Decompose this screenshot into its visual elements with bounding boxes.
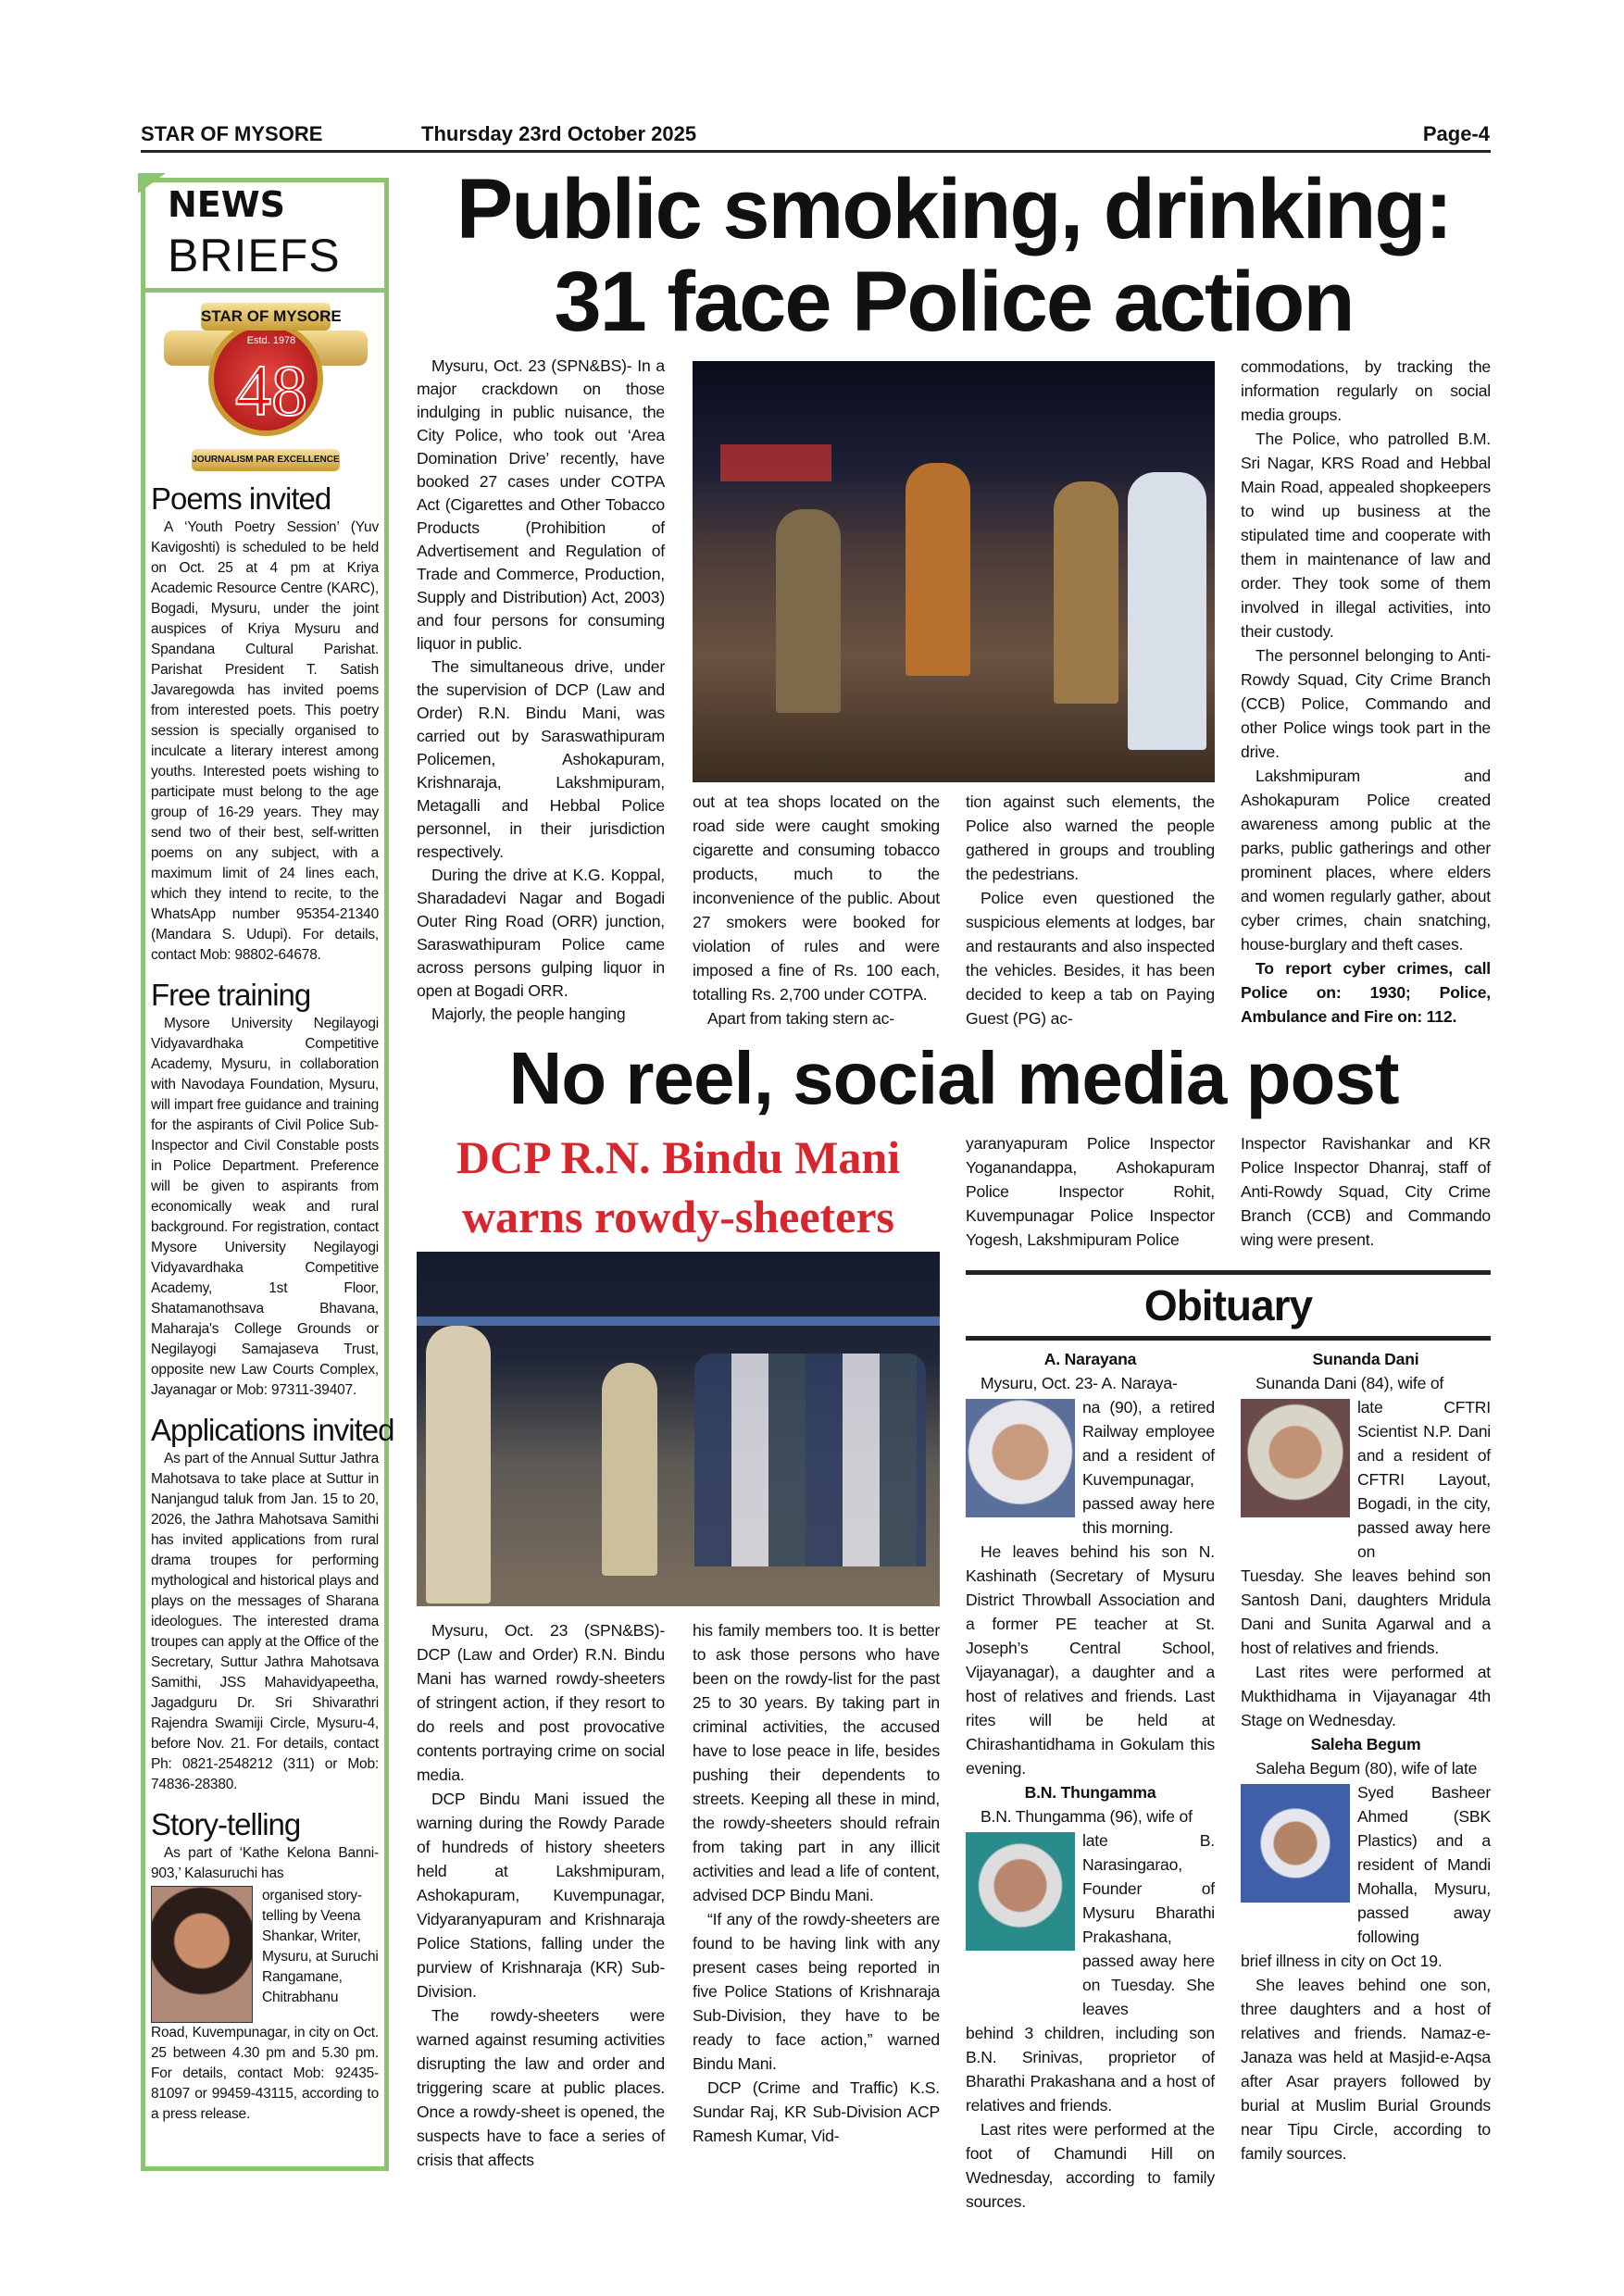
paragraph: Last rites were performed at the foot of Chamundi Hill on Wednesday, according to family sources. — [966, 2120, 1215, 2211]
paragraph: Sunanda Dani (84), wife of — [1255, 1374, 1444, 1392]
paragraph: DCP (Crime and Traffic) K.S. Sundar Raj, KR Sub-Division ACP Ramesh Kumar, Vid- — [693, 2078, 940, 2145]
paragraph: Apart from taking stern ac- — [707, 1009, 894, 1028]
paragraph: tion against such elements, the Police also warned the people gathered in groups and troubling the pedestrians. — [966, 792, 1215, 883]
paragraph: Mysuru, Oct. 23 (SPN&BS)- In a major crackdown on those indulging in public nuisance, the City Police, who took out ‘Area Domination Drive’ recently, have booked 27 cases under COTPA Act (Cigarettes and Other Tobacco Products (Prohibition of Advertisement and Regulation of Trade and Commerce, Production, Supply and Distribution) Act, 2003) and four persons for consuming liquor in public. — [417, 356, 665, 653]
story1-column-1 — [417, 355, 665, 1026]
paragraph: The personnel belonging to Anti-Rowdy Squad, City Crime Branch (CCB) Police, Commando and other Police wings took part in the drive. — [1241, 646, 1491, 761]
paragraph: na (90), a retired Railway employee and a resident of Kuvempunagar, passed away here this morning. — [1082, 1398, 1215, 1537]
paragraph: out at tea shops located on the road side were caught smoking cigarette and consuming tobacco products, much to the inconvenience of the public. About 27 smokers were booked for violation of rules and were imposed a fine of Rs. 100 each, totalling Rs. 2,700 under COTPA. — [693, 792, 940, 1004]
logo-banner-text: STAR OF MYSORE — [201, 303, 331, 331]
brief-heading: Applications invited — [151, 1413, 394, 1447]
obituary-column-2 — [1241, 1347, 1491, 2165]
paragraph: brief illness in city on Oct 19. — [1241, 1952, 1443, 1970]
photo-crowd — [694, 1354, 926, 1566]
brief-body: organised story-telling by Veena Shankar, Writer, Mysuru, at Suruchi Rangamane, Chitrabhanu — [262, 1888, 379, 2005]
paragraph: Majorly, the people hanging — [431, 1004, 626, 1023]
rowdy-parade-photo — [417, 1252, 940, 1606]
brief-heading: Story-telling — [151, 1807, 301, 1841]
subhead-line: warns rowdy-sheeters — [461, 1191, 895, 1242]
bn-thungamma-photo — [966, 1832, 1075, 1951]
headline-story1-line2: 31 face Police action — [554, 255, 1354, 349]
paragraph: Mysuru, Oct. 23 (SPN&BS)- DCP (Law and Order) R.N. Bindu Mani has warned rowdy-sheeters of stringent action, if they resort to do reels and post provocative contents portraying crime on social media. — [417, 1621, 665, 1784]
obituary-name: A. Narayana — [1043, 1350, 1137, 1368]
story2-column-3 — [966, 1131, 1215, 1252]
brief-body: Mysore University Negilayogi Vidyavardhaka Competitive Academy, Mysuru, in collaboration with Navodaya Foundation, Mysuru, will impart free guidance and training for the aspirants of Civil Police Sub-Inspector and Civil Constable posts in Police Department. Preference will be given to aspirants from economically weak and rural background. For registration, contact Mysore University Negilayogi Vidyavardhaka Competitive Academy, 1st Floor, Shatamanothsava Bhavana, Maharaja's College Grounds or Negilayogi Samajaseva Trust, opposite new Law Courts Complex, Jayanagar or Mob: 97311-39407. — [151, 1016, 379, 1398]
story2-column-1 — [417, 1618, 665, 2172]
story2-column-2 — [693, 1618, 940, 2148]
obituary-name: B.N. Thungamma — [1024, 1783, 1156, 1802]
brief-training — [151, 977, 379, 1401]
photo-figure — [602, 1363, 657, 1576]
obituary-name: Saleha Begum — [1310, 1735, 1421, 1753]
paragraph: Syed Basheer Ahmed (SBK Plastics) and a resident of Mandi Mohalla, Mysuru, passed away following — [1357, 1783, 1491, 1946]
paragraph: B.N. Thungamma (96), wife of — [981, 1807, 1193, 1826]
a-narayana-photo — [966, 1399, 1075, 1517]
obituary-column-1 — [966, 1347, 1215, 2214]
paragraph: The Police, who patrolled B.M. Sri Nagar, KRS Road and Hebbal Main Road, appealed shopkeepers to wind up business at the stipulated time and cooperate with them in maintenance of law and order. They took some of them involved in illegal activities, into their custody. — [1241, 430, 1491, 641]
paragraph: She leaves behind one son, three daughters and a host of relatives and friends. Namaz-e-Janaza was held at Masjid-e-Aqsa after Asar prayers followed by burial at Muslim Burial Grounds near Tipu Circle, according to family sources. — [1241, 1976, 1491, 2163]
header-rule — [141, 150, 1491, 153]
veena-shankar-photo — [151, 1886, 253, 2023]
story1-column-3 — [966, 790, 1215, 1030]
photo-figure — [906, 463, 970, 676]
anniversary-logo — [164, 303, 368, 479]
paragraph: yaranyapuram Police Inspector Yoganandappa, Ashokapuram Police Inspector Rohit, Kuvempunagar Police Inspector Yogesh, Lakshmipuram Police — [966, 1134, 1215, 1249]
logo-number: 48 — [235, 350, 307, 430]
paragraph: commodations, by tracking the information regularly on social media groups. — [1241, 357, 1491, 424]
briefs-list — [151, 480, 394, 2136]
paragraph: During the drive at K.G. Koppal, Sharadadevi Nagar and Bogadi Outer Ring Road (ORR) junction, Saraswathipuram Police came across persons gulping liquor in open at Bogadi ORR. — [417, 866, 665, 1000]
paragraph: Lakshmipuram and Ashokapuram Police created awareness among public at the parks, public gatherings and other prominent places, where elders and women regularly gather, about cyber crimes, chain snatching, house-burglary and theft cases. — [1241, 767, 1491, 954]
paragraph: Saleha Begum (80), wife of late — [1255, 1759, 1478, 1778]
paragraph: Tuesday. She leaves behind son Santosh Dani, daughters Mridula Dani and Sunita Agarwal and a host of relatives and friends. — [1241, 1566, 1491, 1657]
photo-figure — [776, 509, 841, 713]
paragraph: behind 3 children, including son B.N. Srinivas, proprietor of Bharathi Prakashana and a host of relatives and friends. — [966, 2024, 1215, 2115]
paragraph: “If any of the rowdy-sheeters are found to be having link with any present cases being reported in five Police Stations of Krishnaraja Sub-Division, they have to be ready to face action,” warned Bindu Mani. — [693, 1910, 940, 2073]
paragraph: Last rites were performed at Mukthidhama in Vijayanagar 4th Stage on Wednesday. — [1241, 1663, 1491, 1729]
paragraph: late CFTRI Scientist N.P. Dani and a resident of CFTRI Layout, Bogadi, in the city, passed away here on — [1357, 1398, 1491, 1561]
police-drive-photo — [693, 361, 1215, 782]
brief-heading: Poems invited — [151, 481, 331, 516]
obituary-name: Sunanda Dani — [1312, 1350, 1419, 1368]
paragraph: his family members too. It is better to ask those persons who have been on the rowdy-list for the past 25 to 30 years. By taking part in criminal activities, the accused have to lose peace in life, besides pushing their dependents to streets. Keeping all these in mind, the rowdy-sheeters should refrain from taking part in any illicit activities and lead a life of content, advised DCP Bindu Mani. — [693, 1621, 940, 1904]
brief-body: A ‘Youth Poetry Session’ (Yuv Kavigoshti) is scheduled to be held on Oct. 25 at 4 pm at Kriya Academic Resource Centre (KARC), Bogadi, Mysuru, under the joint auspices of Kriya Mysuru and Spandana Cultural Parishat. Parishat President T. Satish Javaregowda has invited poems from interested poets. This poetry session is specially organised to inculcate a literary interest among youths. Interested poets wishing to participate must belong to the age group of 16-29 years. They may send two of their best, self-written poems on any subject, with a maximum limit of 24 lines each, which they intend to recite, to the WhatsApp number 95354-21340 (Mandara S. Udupi). For details, contact Mob: 98802-64678. — [151, 519, 379, 963]
obituary-bottom-rule — [966, 1336, 1491, 1341]
paper-name: STAR OF MYSORE — [141, 122, 323, 145]
logo-estd: Estd. 1978 — [246, 335, 296, 346]
brief-body: As part of ‘Kathe Kelona Banni-903,’ Kalasuruchi has — [151, 1845, 379, 1881]
headline-story1-line1: Public smoking, drinking: — [456, 162, 1452, 256]
paragraph: Inspector Ravishankar and KR Police Inspector Dhanraj, staff of Anti-Rowdy Squad, City Crime Branch (CCB) and Commando wing were present. — [1241, 1134, 1491, 1249]
brief-heading: Free training — [151, 978, 311, 1012]
photo-figure — [426, 1326, 491, 1603]
headline-story2: No reel, social media post — [508, 1037, 1399, 1119]
photo-shop-sign — [720, 444, 831, 481]
briefs-divider — [145, 288, 384, 293]
story1-column-4 — [1241, 355, 1491, 1029]
brief-storytelling — [151, 1806, 379, 2125]
logo-motto: JOURNALISM PAR EXCELLENCE — [192, 449, 340, 471]
story2-column-4 — [1241, 1131, 1491, 1252]
photo-shed-beam — [417, 1316, 940, 1326]
brief-applications — [151, 1412, 394, 1795]
saleha-begum-photo — [1241, 1784, 1350, 1903]
news-briefs-box — [141, 178, 394, 2171]
paragraph: The rowdy-sheeters were warned against resuming activities disrupting the law and order and triggering scare at public places. Once a rowdy-sheet is opened, the suspects have to face a series of crisis that affects — [417, 2006, 665, 2169]
paragraph: He leaves behind his son N. Kashinath (Secretary of Mysuru District Throwball Association and a former PE teacher at St. Joseph’s Central School, Vijayanagar), a daughter and a host of relatives and friends. Last rites will be held at Chirashantidhama in Gokulam this evening. — [966, 1542, 1215, 1778]
briefs-title-news: NEWS — [168, 184, 286, 225]
photo-figure — [1128, 472, 1206, 750]
brief-body: Road, Kuvempunagar, in city on Oct. 25 between 4.30 pm and 5.30 pm. For details, contact Mob: 92435-81097 or 99459-43115, according to a press release. — [151, 2025, 379, 2122]
page-number: Page-4 — [1422, 122, 1490, 145]
cyber-crime-helpline: To report cyber crimes, call Police on: 1930; Police, Ambulance and Fire on: 112. — [1241, 959, 1491, 1026]
paragraph: late B. Narasingarao, Founder of Mysuru Bharathi Prakashana, passed away here on Tuesday. She leaves — [1082, 1831, 1215, 2018]
obituary-top-rule — [966, 1270, 1491, 1275]
briefs-title-briefs: BRIEFS — [168, 230, 341, 281]
story1-column-2 — [693, 790, 940, 1030]
paragraph: DCP Bindu Mani issued the warning during the Rowdy Parade of hundreds of history sheeters held at Lakshmipuram, Ashokapuram, Kuvempunagar, Vidyaranyapuram and Krishnaraja Police Stations, falling under the purview of Krishnaraja (KR) Sub-Division. — [417, 1790, 665, 2001]
photo-figure — [1054, 481, 1118, 704]
subhead-line: DCP R.N. Bindu Mani — [456, 1131, 901, 1183]
sunanda-dani-photo — [1241, 1399, 1350, 1517]
issue-date: Thursday 23rd October 2025 — [421, 122, 697, 145]
obituary-title: Obituary — [1143, 1281, 1313, 1329]
brief-poems — [151, 480, 379, 966]
corner-flag-icon — [138, 173, 166, 193]
paragraph: Mysuru, Oct. 23- A. Naraya- — [981, 1374, 1178, 1392]
paragraph: Police even questioned the suspicious elements at lodges, bar and restaurants and also inspected the vehicles. Besides, it has been decided to keep a tab on Paying Guest (PG) ac- — [966, 889, 1215, 1028]
paragraph: The simultaneous drive, under the supervision of DCP (Law and Order) R.N. Bindu Mani, was carried out by Saraswathipuram Policemen, Ashokapuram, Krishnaraja, Lakshmipuram, Metagalli and Hebbal Police personnel, in their jurisdiction respectively. — [417, 657, 665, 861]
story2-subhead — [417, 1128, 940, 1246]
brief-body: As part of the Annual Suttur Jathra Mahotsava to take place at Suttur in Nanjangud taluk from Jan. 15 to 20, 2026, the Jathra Mahotsava Samithi has invited applications from rural drama troupes for performing mythological and historical plays and plays on the messages of Sharana ideologues. The interested drama troupes can apply at the Office of the Secretary, Suttur Jathra Mahotsava Samithi, JSS Mahavidyapeetha, Jagadguru Dr. Sri Shivarathri Rajendra Swamiji Circle, Mysuru-4, before Nov. 21. For details, contact Ph: 0821-2548212 (311) or Mob: 74836-28380. — [151, 1451, 379, 1792]
